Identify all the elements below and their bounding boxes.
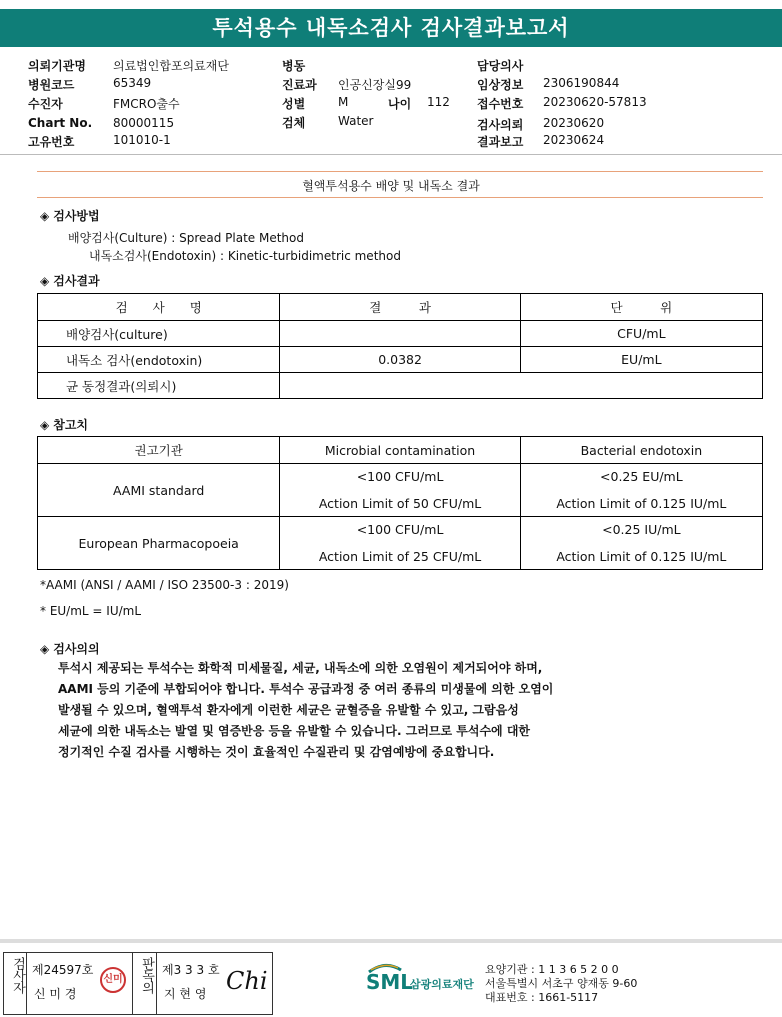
row-result: 0.0382 <box>280 347 520 373</box>
meaning-heading-text: 검사의의 <box>53 642 100 656</box>
ref-micro-action: Action Limit of 25 CFU/mL <box>318 549 482 564</box>
results-heading <box>40 272 100 289</box>
row-test-name: 배양검사(culture) <box>38 321 280 347</box>
org-name: 삼광의료재단 <box>410 978 474 991</box>
label-institution: 의뢰기관명 <box>28 59 86 73</box>
ref-endo-limit: <0.25 EU/mL <box>600 469 683 484</box>
table-row <box>38 464 763 517</box>
ref-micro-action: Action Limit of 50 CFU/mL <box>318 496 482 511</box>
reviewer-no: 제3 3 3 호 <box>162 963 220 977</box>
report-title: 투석용수 내독소검사 검사결과보고서 <box>0 9 782 47</box>
value-department: 인공신장실99 <box>338 78 412 92</box>
ref-endo-action: Action Limit of 0.125 IU/mL <box>556 496 727 511</box>
table-row <box>38 373 763 399</box>
examiner-name: 신 미 경 <box>34 987 77 1001</box>
row-unit: CFU/mL <box>520 321 762 347</box>
reference-table <box>37 436 763 570</box>
reference-note-unit: * EU/mL = IU/mL <box>40 604 142 618</box>
org-phone: 대표번호 : 1661-5117 <box>485 991 599 1004</box>
ref-micro <box>280 464 520 517</box>
col-header-unit: 단 위 <box>520 294 762 321</box>
row-unit: EU/mL <box>520 347 762 373</box>
diamond-icon: ◈ <box>40 418 50 432</box>
meaning-line: 발생될 수 있으며, 혈액투석 환자에게 이런한 세균은 균혈증을 유발할 수 있고, 그람음성 <box>58 703 519 717</box>
ref-org: European Pharmacopoeia <box>38 517 280 570</box>
ref-micro-limit: <100 CFU/mL <box>356 522 444 537</box>
label-unique-no: 고유번호 <box>28 135 75 149</box>
label-hospital-code: 병원코드 <box>28 78 75 92</box>
section-title: 혈액투석용수 배양 및 내독소 결과 <box>302 179 480 193</box>
col-header-micro: Microbial contamination <box>280 437 520 464</box>
meaning-line: 투석시 제공되는 투석수는 화학적 미세물질, 세균, 내독소에 의한 오염원이 제거되어야 하며, <box>58 661 543 675</box>
label-report-date: 결과보고 <box>477 135 524 149</box>
ref-micro <box>280 517 520 570</box>
method-endotoxin: 내독소검사(Endotoxin) : Kinetic-turbidimetric method <box>89 249 401 263</box>
diamond-icon: ◈ <box>40 209 50 223</box>
meaning-heading <box>40 640 100 657</box>
signature-box <box>3 952 273 1015</box>
examiner-label: 검사자 <box>10 957 25 993</box>
col-header-org: 권고기관 <box>38 437 280 464</box>
method-culture: 배양검사(Culture) : Spread Plate Method <box>68 231 304 245</box>
table-header-row <box>38 294 763 321</box>
reviewer-name: 지 현 영 <box>164 987 207 1001</box>
value-chart-no: 80000115 <box>113 116 175 130</box>
row-test-name: 균 동정결과(의뢰시) <box>38 373 280 399</box>
ref-endo <box>520 517 762 570</box>
reference-note-aami: *AAMI (ANSI / AAMI / ISO 23500-3 : 2019) <box>40 578 289 592</box>
label-doctor: 담당의사 <box>477 59 524 73</box>
value-receipt-no: 20230620-57813 <box>543 95 647 109</box>
value-unique-no: 101010-1 <box>113 133 171 147</box>
col-header-endo: Bacterial endotoxin <box>520 437 762 464</box>
label-age: 나이 <box>388 97 412 111</box>
value-hospital-code: 65349 <box>113 76 152 90</box>
footer-divider <box>0 939 782 943</box>
org-code: 요양기관 : 1 1 3 6 5 2 0 0 <box>485 963 619 976</box>
method-heading-text: 검사방법 <box>53 209 100 223</box>
value-clinical-info: 2306190844 <box>543 76 620 90</box>
results-table <box>37 293 763 399</box>
ref-endo-action: Action Limit of 0.125 IU/mL <box>556 549 727 564</box>
label-specimen: 검체 <box>282 116 306 130</box>
diamond-icon: ◈ <box>40 642 50 656</box>
table-row <box>38 347 763 373</box>
value-report-date: 20230624 <box>543 133 605 147</box>
table-header-row <box>38 437 763 464</box>
reviewer-signature: Chi <box>226 967 268 995</box>
meaning-line: 세균에 의한 내독소는 발열 및 염증반응 등을 유발할 수 있습니다. 그러므로 투석수에 대한 <box>58 724 531 738</box>
table-row <box>38 517 763 570</box>
label-ward: 병동 <box>282 59 306 73</box>
label-receipt-no: 접수번호 <box>477 97 524 111</box>
section-rule-bottom <box>37 197 763 198</box>
examiner-stamp: 신미 <box>100 967 126 993</box>
value-sex: M <box>338 95 349 109</box>
meaning-line: 정기적인 수질 검사를 시행하는 것이 효율적인 수질관리 및 감염예방에 중요합니다. <box>58 745 495 759</box>
label-department: 진료과 <box>282 78 317 92</box>
value-specimen: Water <box>338 114 374 128</box>
table-row <box>38 321 763 347</box>
header-divider <box>0 154 782 155</box>
reviewer-label: 판독의 <box>139 957 154 993</box>
meaning-line: AAMI 등의 기준에 부합되어야 합니다. 투석수 공급과정 중 여러 종류의 미생물에 의한 오염이 <box>58 682 554 696</box>
label-sex: 성별 <box>282 97 306 111</box>
label-chart-no: Chart No. <box>28 116 93 130</box>
divider <box>132 953 133 1014</box>
label-request-date: 검사의뢰 <box>477 118 524 132</box>
row-result <box>280 321 520 347</box>
logo-text: SML <box>366 970 414 994</box>
label-patient: 수진자 <box>28 97 63 111</box>
divider <box>156 953 157 1014</box>
divider <box>26 953 27 1014</box>
ref-org: AAMI standard <box>38 464 280 517</box>
col-header-result: 결 과 <box>280 294 520 321</box>
row-test-name: 내독소 검사(endotoxin) <box>38 347 280 373</box>
org-address: 서울특별시 서초구 양재동 9-60 <box>485 977 638 990</box>
examiner-no: 제24597호 <box>32 963 94 977</box>
reference-heading <box>40 416 88 433</box>
value-institution: 의료법인합포의료재단 <box>113 59 229 73</box>
value-patient: FMCRO출수 <box>113 97 180 111</box>
value-age: 112 <box>427 95 450 109</box>
ref-micro-limit: <100 CFU/mL <box>356 469 444 484</box>
ref-endo <box>520 464 762 517</box>
row-result <box>280 373 763 399</box>
section-rule-top <box>37 171 763 172</box>
results-heading-text: 검사결과 <box>53 274 100 288</box>
col-header-test: 검 사 명 <box>38 294 280 321</box>
reference-heading-text: 참고치 <box>53 418 89 432</box>
diamond-icon: ◈ <box>40 274 50 288</box>
ref-endo-limit: <0.25 IU/mL <box>602 522 681 537</box>
value-request-date: 20230620 <box>543 116 605 130</box>
method-heading <box>40 207 100 224</box>
label-clinical-info: 임상정보 <box>477 78 524 92</box>
